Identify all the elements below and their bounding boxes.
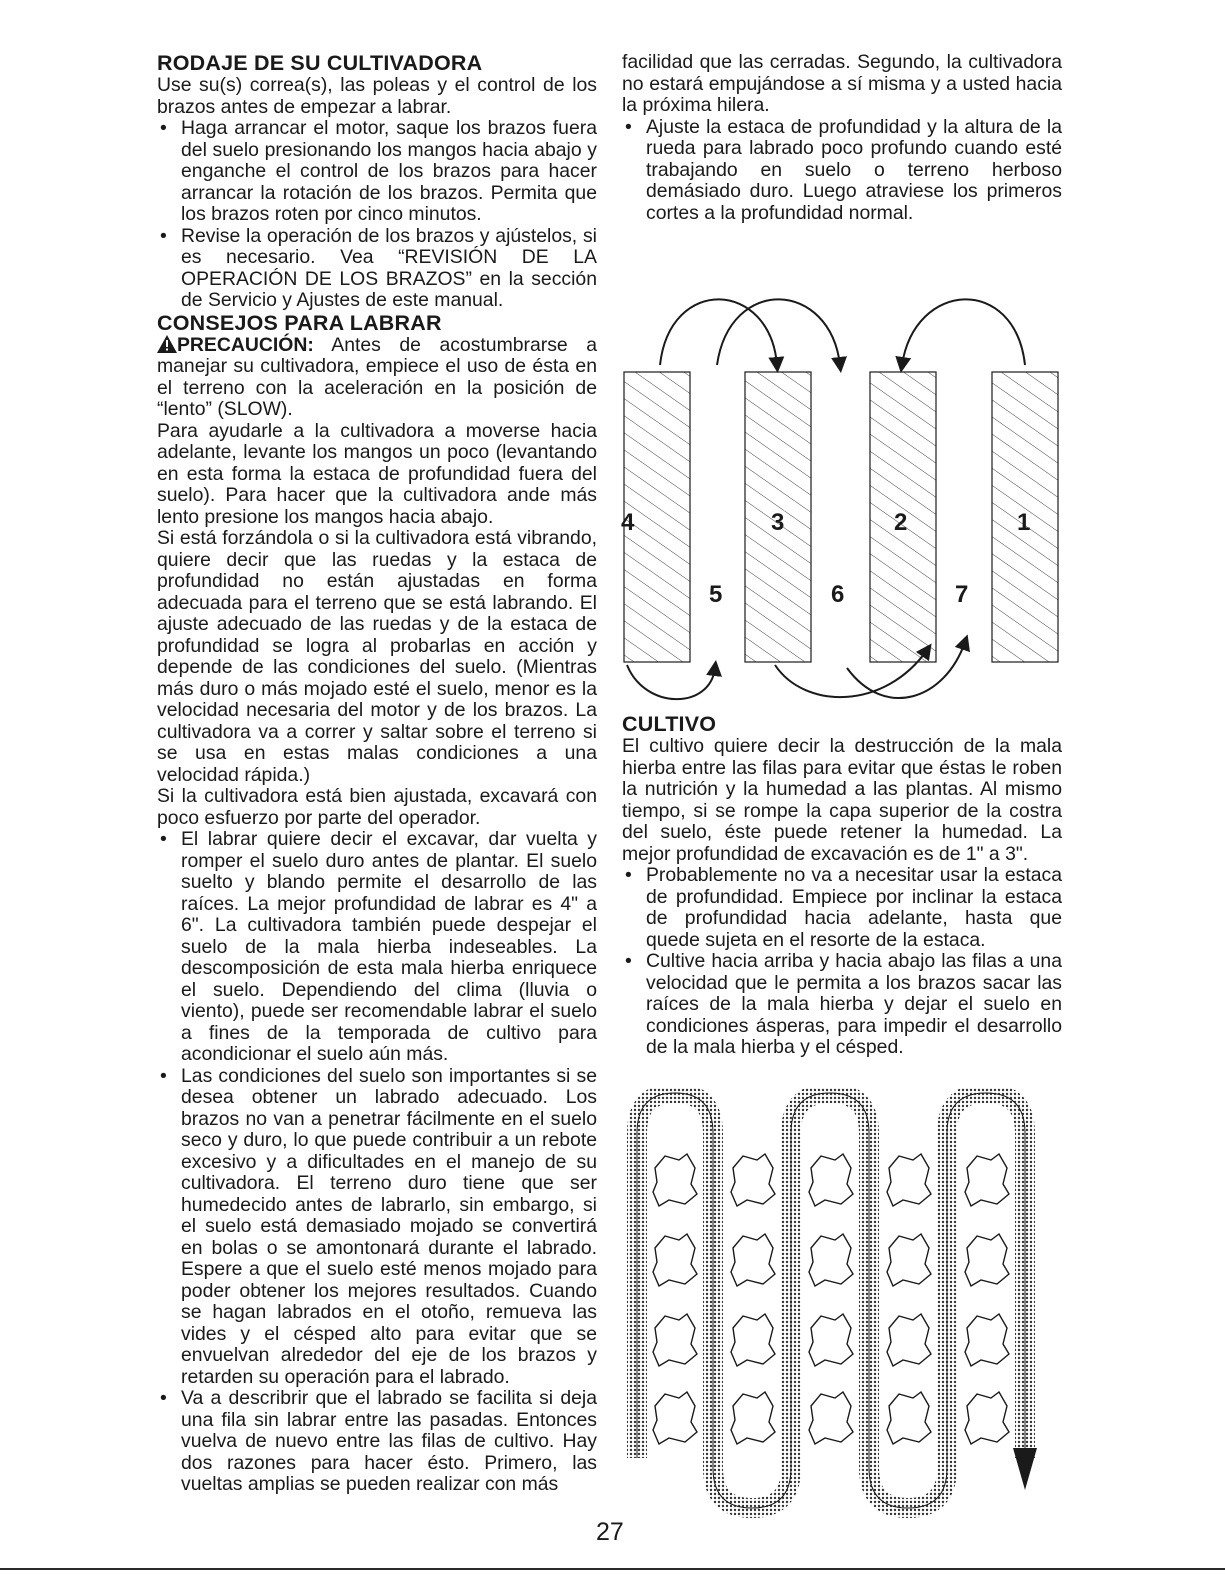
plant [965,1154,1009,1206]
continued-paragraph: facilidad que las cerradas. Segundo, la cultivadora no estará empujándose a sí misma y a usted hacia la próxima hilera. [622,51,1062,116]
plant [731,1234,775,1286]
cultivo-bullet-list [622,865,1062,1059]
consejos-bullet: • Va a describrir que el labrado se facilita si deja una fila sin labrar entre las pasadas. Entonces vuelva de nuevo entre las filas de cultivo. Hay dos razones para hacer ésto. Primero, las vueltas amplias se pueden realizar con más [157,1388,597,1496]
heading-rodaje: RODAJE DE SU CULTIVADORA [157,51,483,75]
strip-number: 2 [894,509,908,536]
cultivation-path [637,1093,1025,1508]
bottom-rule [0,1568,1225,1570]
strip-number: 4 [621,509,635,536]
paragraph-vibration: Si está forzándola o si la cultivadora está vibrando, quiere decir que las ruedas y la estaca de profundidad no están ajustadas en forma adecuada para el terreno que se está labrando. El ajuste adecuado de las ruedas y de la estaca de profundidad se logra al probarlas en acción y depende de las condiciones del suelo. (Mientras más duro o más mojado esté el suelo, menor es la velocidad necesaria del motor y de los brazos. La cultivadora va a correr y saltar sobre el terreno si se usa en estas malas condiciones a una velocidad rápida.) [157,527,597,786]
cultivo-bullet: • Cultive hacia arriba y hacia abajo las filas a una velocidad que le permita a los brazos sacar las raíces de la mala hierba y dejar el suelo en condiciones ásperas, para impedir el desarrollo de la mala hierba y el césped. [622,951,1062,1059]
heading-consejos: CONSEJOS PARA LABRAR [157,310,442,335]
plant [809,1314,853,1366]
continued-bullet-list [622,117,1062,225]
turn-arrow [627,665,715,699]
turn-arrow [717,299,840,365]
caution-text: Antes de acostumbrarse a manejar su cultivadora, empiece el uso de ésta en el terreno con la aceleración en la posición de “lento” (SLOW). [157,333,597,420]
gap-number: 7 [955,581,969,608]
caution-label: PRECAUCIÓN: [177,333,314,356]
plant [809,1154,853,1206]
page-number: 27 [596,1518,624,1546]
strip-number: 3 [771,509,785,536]
plant [653,1314,697,1366]
strip-number: 1 [1017,509,1031,536]
rodaje-bullet: • Revise la operación de los brazos y ajústelos, si es necesario. Vea “REVISIÓN DE LA OPERACIÓN DE LOS BRAZOS” en la sección de Servicio y Ajustes de este manual. [157,226,597,312]
warning-triangle-icon [157,335,177,353]
tilling-pattern-figure [615,290,1065,710]
gap-number: 6 [831,581,845,608]
cultivo-bullet: • Probablemente no va a necesitar usar la estaca de profundidad. Empiece por inclinar la estaca de profundidad hacia adelante, hasta que quede sujeta en el resorte de la estaca. [622,865,1062,951]
plant [965,1234,1009,1286]
paragraph-adjusted: Si la cultivadora está bien ajustada, excavará con poco esfuerzo por parte del operador. [157,785,597,829]
plant [653,1154,697,1206]
consejos-bullet-list [157,829,597,1496]
plant [887,1154,931,1206]
plant [965,1314,1009,1366]
gap-number: 5 [709,581,723,608]
plant [809,1234,853,1286]
cultivation-path-figure [625,1088,1065,1518]
rodaje-bullet-list [157,118,597,312]
rodaje-intro: Use su(s) correa(s), las poleas y el control de los brazos antes de empezar a labrar. [157,74,597,118]
plant [887,1314,931,1366]
rodaje-bullet: • Haga arrancar el motor, saque los brazos fuera del suelo presionando los mangos hacia abajo y enganche el control de los brazos para hacer arrancar la rotación de los brazos. Permita que los brazos roten por cinco minutos. [157,118,597,226]
consejos-bullet: • Las condiciones del suelo son importantes si se desea obtener un labrado adecuado. Los brazos no van a penetrar fácilmente en el suelo seco y duro, lo que puede contribuir a un rebote excesivo y a dificultades en el manejo de su cultivadora. El terreno duro tiene que ser humedecido antes de labrarlo, sin embargo, si el suelo está demasiado mojado se convertirá en bolas o se amontonará durante el labrado. Espere a que el suelo esté menos mojado para poder obtener los mejores resultados. Cuando se hagan labrados en el otoño, remueva las vides y el césped alto para evitar que se envuelvan alrededor del eje de los brazos y retarden su operación para el labrado. [157,1066,597,1389]
cultivation-path-edge [637,1093,1025,1508]
plant [887,1234,931,1286]
plant [731,1314,775,1366]
left-column [157,52,597,1496]
turn-arrow [902,299,1025,365]
plant [731,1154,775,1206]
paragraph-lift-handles: Para ayudarle a la cultivadora a moverse hacia adelante, levante los mangos un poco (levantando en esta forma la estaca de profundidad fuera del suelo). Para hacer que la cultivadora ande más lento presione los mangos hacia abajo. [157,419,597,528]
plant [653,1234,697,1286]
path-end-arrow [1013,1448,1037,1490]
caution-paragraph [157,335,597,421]
consejos-bullet: • El labrar quiere decir el excavar, dar vuelta y romper el suelo duro antes de plantar. El suelo suelto y blando permite el desarrollo de las raíces. La mejor profundidad de labrar es 4" a 6". La cultivadora también puede despejar el suelo de la mala hierba indeseables. La descomposición de esta mala hierba enriquece el suelo. Dependiendo del clima (lluvia o viento), puede ser recomendable labrar el suelo a fines de la temporada de cultivo para acondicionar el suelo aún más. [157,829,597,1066]
continued-bullet: • Ajuste la estaca de profundidad y la altura de la rueda para labrado poco profundo cuando esté trabajando en suelo o terreno herboso demásiado duro. Luego atraviese los primeros cortes a la profundidad normal. [622,117,1062,225]
right-column-top [622,52,1062,224]
heading-cultivo: CULTIVO [622,712,717,736]
plant [809,1392,853,1444]
cultivo-intro: El cultivo quiere decir la destrucción de la mala hierba entre las filas para evitar que éstas le roben la nutrición y la humedad a las plantas. Al mismo tiempo, si se rompe la capa superior de la costra del suelo, éste puede retener la humedad. La mejor profundidad de excavación es de 1" a 3". [622,735,1062,865]
plant [653,1392,697,1444]
plant [887,1392,931,1444]
plant [965,1392,1009,1444]
right-column-cultivo [622,713,1062,1059]
plant [731,1392,775,1444]
